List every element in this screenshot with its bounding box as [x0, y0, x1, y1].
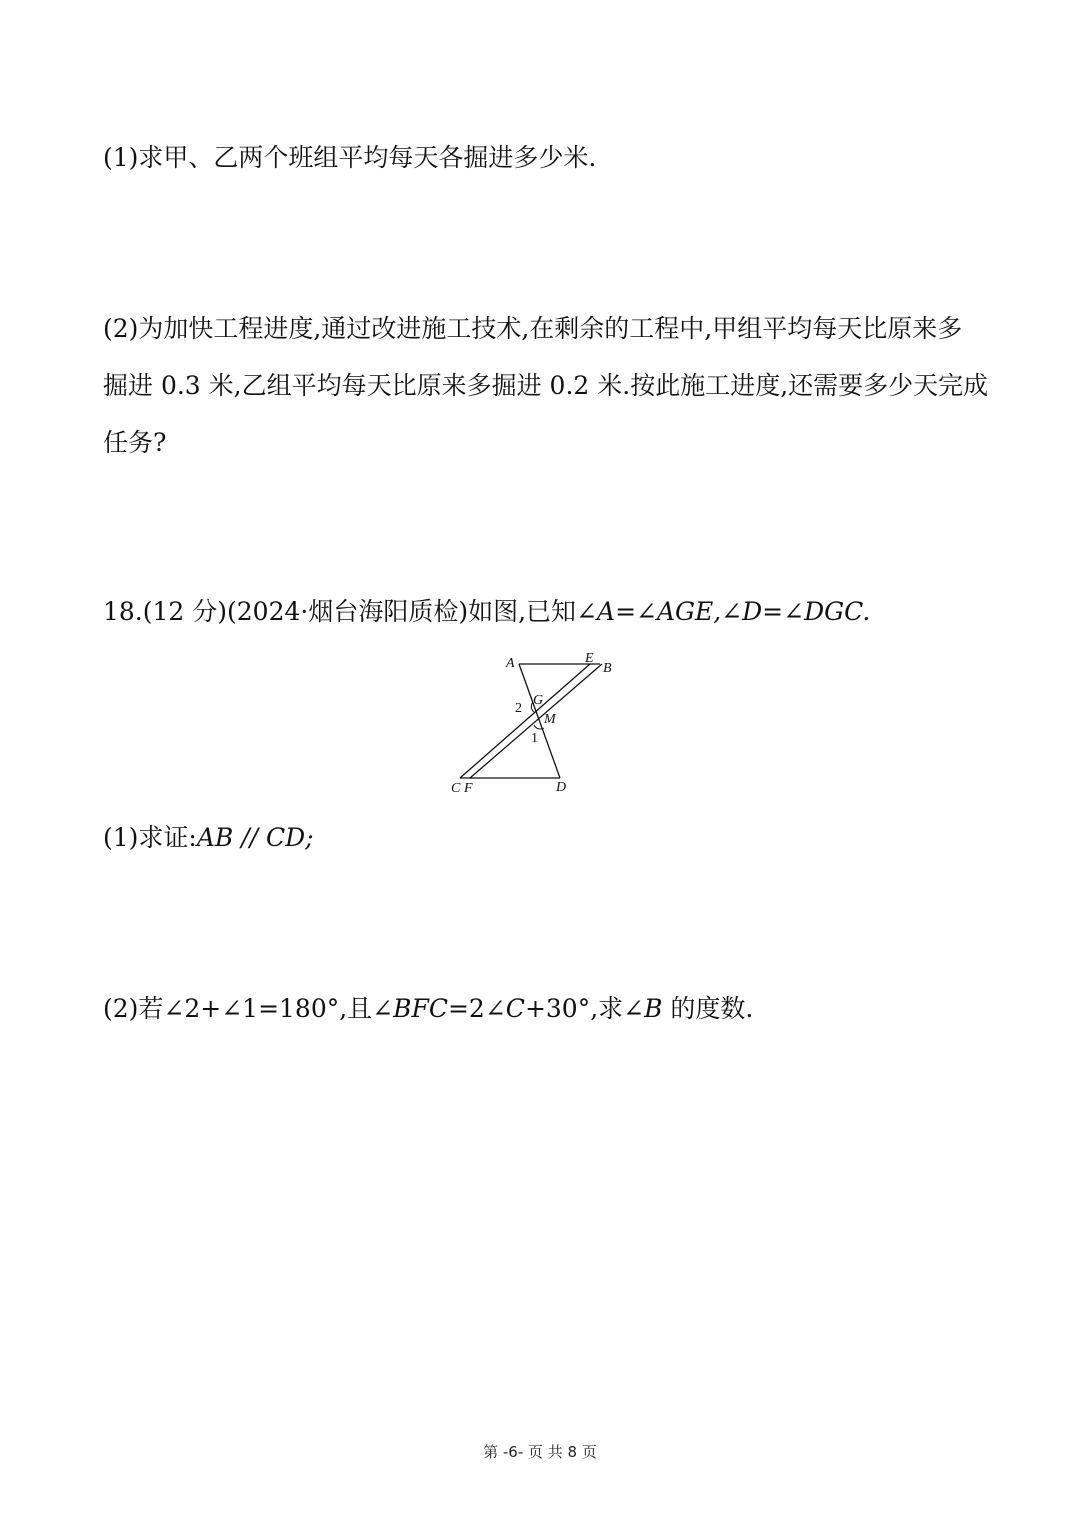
q18-part2-d: C: [505, 994, 525, 1023]
q18-part1: [103, 823, 314, 853]
label-E: E: [585, 651, 594, 666]
label-G: G: [533, 693, 544, 708]
angle-1-arc: [534, 725, 544, 729]
q18-part2-c: =2∠: [447, 994, 506, 1023]
label-F: F: [464, 781, 473, 796]
q18-part2-b: BFC: [393, 994, 448, 1023]
label-2: 2: [515, 701, 522, 716]
q17-part2-line2: 掘进 0.3 米,乙组平均每天比原来多掘进 0.2 米.按此施工进度,还需要多少天完成: [103, 371, 989, 400]
label-C: C: [451, 781, 461, 796]
label-M: M: [544, 712, 556, 727]
q18-part2-f: B: [644, 994, 663, 1023]
q17-part2-line1: (2)为加快工程进度,通过改进施工技术,在剩余的工程中,甲组平均每天比原来多: [103, 314, 963, 343]
q18-part2-g: 的度数.: [662, 994, 754, 1023]
q18-part2-a: (2)若∠2+∠1=180°,且∠: [103, 994, 394, 1023]
label-1: 1: [531, 731, 538, 746]
q18-part2-e: +30°,求∠: [524, 994, 645, 1023]
q18-part1-prefix: (1)求证:: [103, 823, 197, 852]
q18-part2: [103, 994, 753, 1024]
segment-BF: [470, 664, 602, 778]
q18-header-math: ∠A=∠AGE,∠D=∠DGC.: [576, 597, 871, 626]
q18-header-prefix: 18.(12 分)(2024·烟台海阳质检)如图,已知: [103, 597, 577, 626]
q17-part1: (1)求甲、乙两个班组平均每天各掘进多少米.: [103, 143, 597, 172]
label-B: B: [603, 661, 612, 676]
q18-header: [103, 597, 870, 627]
label-A: A: [506, 656, 515, 671]
geometry-figure: [440, 648, 640, 798]
label-D: D: [556, 780, 567, 795]
q17-part2-line3: 任务?: [103, 428, 167, 457]
page-footer: 第 -6- 页 共 8 页: [483, 1443, 597, 1461]
q18-part1-math: AB // CD;: [196, 823, 314, 852]
